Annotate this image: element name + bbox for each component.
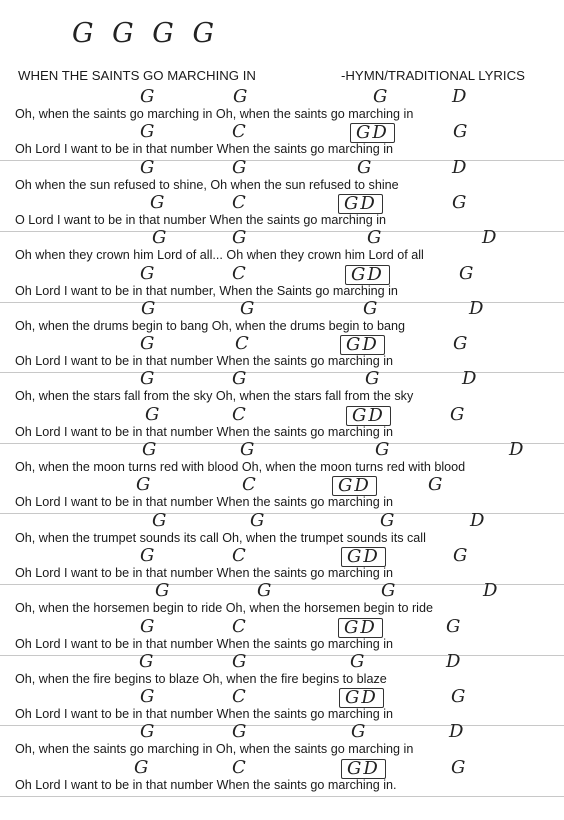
chord: G <box>250 509 265 531</box>
chord: G <box>141 297 156 319</box>
chord: G <box>152 509 167 531</box>
chord: G <box>233 86 248 107</box>
ruled-line <box>0 584 564 585</box>
lyric-line: Oh, when the stars fall from the sky Oh, when the stars fall from the sky <box>15 389 414 404</box>
chord: D <box>452 86 467 107</box>
chord: G <box>140 262 155 284</box>
chord: G <box>365 368 380 390</box>
ruled-line <box>0 231 564 232</box>
chord: D <box>446 650 461 672</box>
ruled-line <box>0 372 564 373</box>
chord: G <box>140 368 155 390</box>
chord: D <box>483 580 498 602</box>
chord: G <box>428 474 443 496</box>
lyric-line: Oh when the sun refused to shine, Oh when the sun refused to shine <box>15 177 399 192</box>
lyric-line: Oh, when the saints go marching in Oh, when the saints go marching in <box>15 107 414 121</box>
ruled-line <box>0 796 564 797</box>
chord: D <box>482 227 497 249</box>
intro-chords: G G G G <box>72 18 220 49</box>
chord: G <box>350 650 365 672</box>
chord-boxed: GD <box>341 547 386 567</box>
chord: C <box>232 756 246 778</box>
lyric-line: Oh when they crown him Lord of all... Oh when they crown him Lord of all <box>15 248 424 263</box>
lyric-line: Oh Lord I want to be in that number, When the Saints go marching in <box>15 283 398 298</box>
chord: G <box>240 439 255 460</box>
chord: G <box>367 227 382 249</box>
chord: G <box>140 615 155 637</box>
chord: G <box>145 403 160 425</box>
chord: G <box>375 439 390 460</box>
chord: G <box>453 121 468 143</box>
chord: C <box>232 403 246 425</box>
chord: G <box>451 756 466 778</box>
lyric-line: O Lord I want to be in that number When the saints go marching in <box>15 212 387 227</box>
chord: G <box>453 544 468 566</box>
chord: G <box>381 580 396 602</box>
lyric-line: Oh, when the trumpet sounds its call Oh, when the trumpet sounds its call <box>15 530 426 545</box>
chord: G <box>136 474 151 496</box>
chord: C <box>235 333 249 355</box>
chord: D <box>462 368 477 390</box>
ruled-line <box>0 655 564 656</box>
chord: G <box>357 156 372 178</box>
chord-boxed: GD <box>332 476 377 496</box>
chord: G <box>446 615 461 637</box>
chord: G <box>257 580 272 602</box>
chord: G <box>451 686 466 708</box>
chord: D <box>452 156 467 178</box>
chord: D <box>470 509 485 531</box>
chord: G <box>155 580 170 602</box>
chord-boxed: GD <box>339 688 384 708</box>
ruled-line <box>0 160 564 161</box>
chord-boxed: GD <box>338 618 383 638</box>
chord-boxed: GD <box>341 759 386 779</box>
lyric-line: Oh Lord I want to be in that number When the saints go marching in <box>15 636 394 651</box>
chord: G <box>232 650 247 672</box>
chord: C <box>242 474 256 496</box>
chord: G <box>140 156 155 178</box>
song-title: WHEN THE SAINTS GO MARCHING IN <box>18 68 256 83</box>
ruled-line <box>0 443 564 444</box>
chord: G <box>452 191 467 213</box>
chord: G <box>142 439 157 460</box>
lyric-line: Oh Lord I want to be in that number When the saints go marching in <box>15 142 394 157</box>
lyric-line: Oh Lord I want to be in that number When the saints go marching in <box>15 707 394 722</box>
chord: G <box>140 333 155 355</box>
chord: G <box>373 86 388 107</box>
lyric-line: Oh Lord I want to be in that number When the saints go marching in <box>15 354 394 369</box>
chord: G <box>232 227 247 249</box>
chord: G <box>232 721 247 743</box>
lyric-line: Oh Lord I want to be in that number When the saints go marching in. <box>15 777 397 792</box>
song-subtitle: -HYMN/TRADITIONAL LYRICS <box>341 68 525 83</box>
chord: C <box>232 615 246 637</box>
lyric-line: Oh, when the horsemen begin to ride Oh, when the horsemen begin to ride <box>15 601 433 616</box>
chord: G <box>459 262 474 284</box>
lyric-line: Oh Lord I want to be in that number When the saints go marching in <box>15 495 394 510</box>
chord: G <box>453 333 468 355</box>
chord: D <box>509 439 524 460</box>
chord: G <box>140 86 155 107</box>
chord-boxed: GD <box>345 265 390 285</box>
lyric-line: Oh Lord I want to be in that number When the saints go marching in <box>15 565 394 580</box>
chord: G <box>351 721 366 743</box>
chord: C <box>232 686 246 708</box>
chord-boxed: GD <box>350 123 395 143</box>
chord: G <box>152 227 167 249</box>
chord: C <box>232 544 246 566</box>
chord-boxed: GD <box>338 194 383 214</box>
chord: C <box>232 121 246 143</box>
chord: C <box>232 262 246 284</box>
chord: G <box>140 721 155 743</box>
chord-boxed: GD <box>340 335 385 355</box>
chord: D <box>449 721 464 743</box>
chord: G <box>363 297 378 319</box>
chord: G <box>380 509 395 531</box>
chord: G <box>450 403 465 425</box>
chord: D <box>469 297 484 319</box>
chord: G <box>140 544 155 566</box>
chord: G <box>232 156 247 178</box>
chord: G <box>134 756 149 778</box>
chord: G <box>150 191 165 213</box>
chord: G <box>232 368 247 390</box>
lyric-line: Oh, when the drums begin to bang Oh, when the drums begin to bang <box>15 318 405 333</box>
chord: C <box>232 191 246 213</box>
lyric-line: Oh, when the fire begins to blaze Oh, when the fire begins to blaze <box>15 671 387 686</box>
lyric-line: Oh Lord I want to be in that number When the saints go marching in <box>15 424 394 439</box>
chord: G <box>240 297 255 319</box>
chord: G <box>140 121 155 143</box>
chord: G <box>139 650 154 672</box>
ruled-line <box>0 725 564 726</box>
lyric-line: Oh, when the moon turns red with blood Oh, when the moon turns red with blood <box>15 460 466 474</box>
chord: G <box>140 686 155 708</box>
lyric-line: Oh, when the saints go marching in Oh, when the saints go marching in <box>15 742 414 757</box>
chord-boxed: GD <box>346 406 391 426</box>
